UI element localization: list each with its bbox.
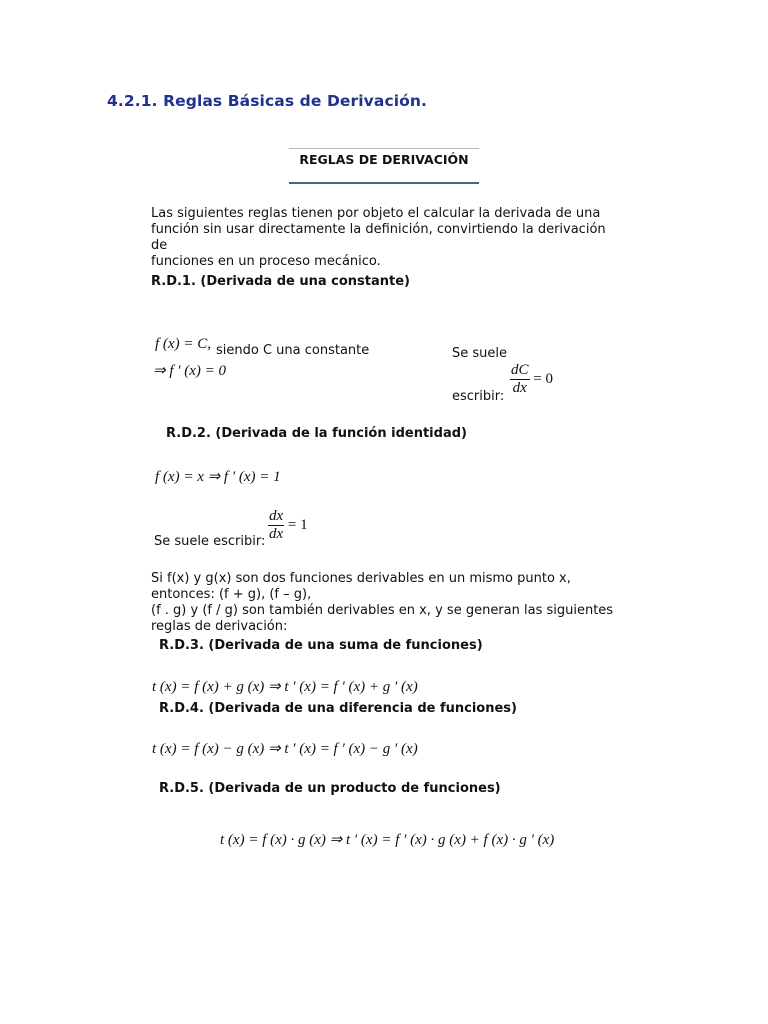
- rd1-formula-definition: f (x) = C,: [155, 336, 211, 352]
- rules-box-title: REGLAS DE DERIVACIÓN: [299, 152, 469, 167]
- rd4-formula: t (x) = f (x) − g (x) ⇒ t ′ (x) = f ′ (x) − g ′ (x): [152, 741, 418, 757]
- rd1-formula-note: siendo C una constante: [216, 343, 370, 358]
- rd3-formula: t (x) = f (x) + g (x) ⇒ t ′ (x) = f ′ (x) + g ′ (x): [152, 679, 418, 695]
- section-heading: 4.2.1. Reglas Básicas de Derivación.: [107, 92, 428, 110]
- rd1-formula-derivative: ⇒ f ′ (x) = 0: [153, 363, 227, 379]
- rd1-frac-denominator: dx: [512, 380, 527, 396]
- rd1-title: R.D.1. (Derivada de una constante): [151, 274, 410, 289]
- rd1-escribir-label: escribir:: [452, 389, 505, 404]
- rd2-frac-rhs: = 1: [287, 516, 308, 533]
- rd3-title: R.D.3. (Derivada de una suma de funciones): [159, 638, 483, 653]
- conditions-line-1: Si f(x) y g(x) son dos funciones derivables en un mismo punto x,: [151, 571, 571, 586]
- rd2-formula: f (x) = x ⇒ f ′ (x) = 1: [155, 469, 281, 485]
- rd2-frac-numerator: dx: [269, 508, 284, 524]
- rd2-title: R.D.2. (Derivada de la función identidad): [166, 426, 467, 441]
- intro-line-3: funciones en un proceso mecánico.: [151, 254, 381, 269]
- rd5-title: R.D.5. (Derivada de un producto de funciones): [159, 781, 501, 796]
- title-rule-top: [289, 148, 479, 149]
- rd2-frac-denominator: dx: [269, 526, 284, 542]
- rd1-fraction: [510, 362, 553, 397]
- rd1-suele-label: Se suele: [452, 346, 508, 361]
- conditions-line-4: reglas de derivación:: [151, 619, 288, 634]
- rd1-frac-rhs: = 0: [533, 370, 553, 387]
- intro-line-1: Las siguientes reglas tienen por objeto el calcular la derivada de una: [151, 206, 601, 221]
- rd2-suele-label: Se suele escribir:: [154, 534, 266, 549]
- rd1-frac-numerator: dC: [511, 362, 529, 378]
- title-rule-bottom: [289, 182, 479, 184]
- intro-paragraph: [151, 206, 621, 270]
- intro-line-2: función sin usar directamente la definición, convirtiendo la derivación de: [151, 222, 606, 253]
- rd2-fraction: [268, 508, 308, 543]
- conditions-line-3: (f . g) y (f / g) son también derivables en x, y se generan las siguientes: [151, 603, 614, 618]
- conditions-line-2: entonces: (f + g), (f – g),: [151, 587, 312, 602]
- conditions-paragraph: [151, 571, 631, 635]
- rd5-formula: t (x) = f (x) · g (x) ⇒ t ′ (x) = f ′ (x) · g (x) + f (x) · g ′ (x): [220, 832, 555, 848]
- rd4-title: R.D.4. (Derivada de una diferencia de funciones): [159, 701, 517, 716]
